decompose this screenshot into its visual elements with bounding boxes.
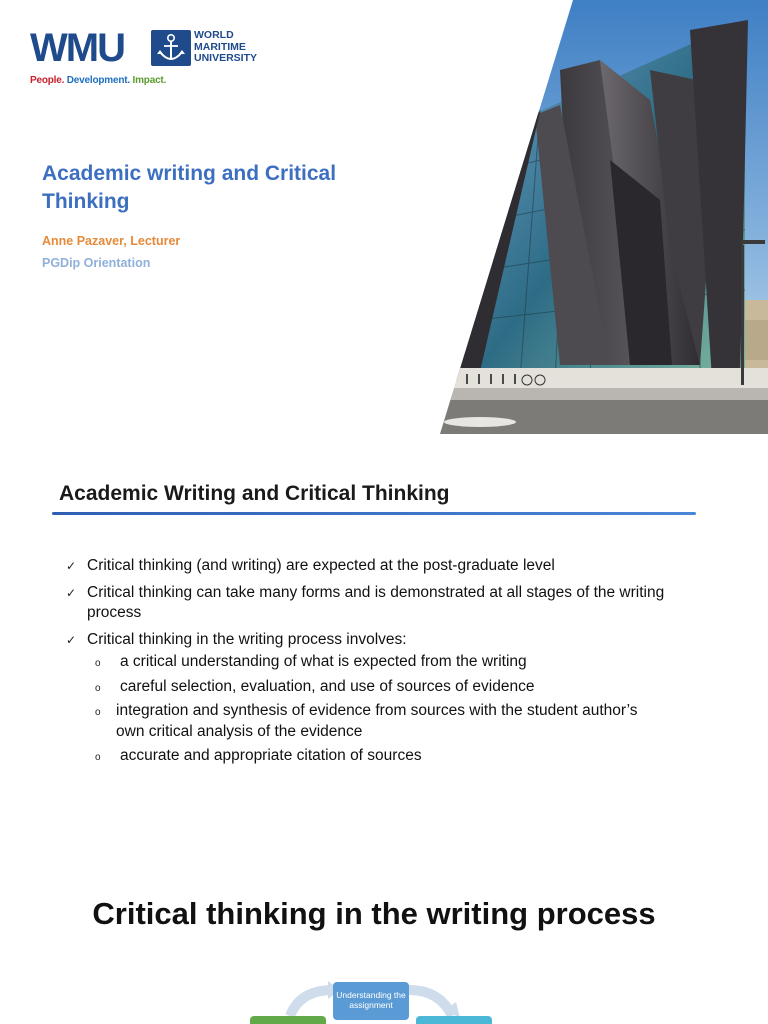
process-step-left-box bbox=[250, 1016, 326, 1024]
logo-word-world: WORLD bbox=[194, 29, 234, 41]
sub-bullet-text: a critical understanding of what is expected from the writing bbox=[120, 653, 527, 670]
content-slide bbox=[0, 468, 768, 828]
slide-heading: Academic Writing and Critical Thinking bbox=[59, 482, 450, 505]
sub-list-item bbox=[66, 677, 706, 698]
tagline-impact: Impact. bbox=[132, 75, 167, 86]
sub-list-item bbox=[66, 701, 706, 742]
title-slide bbox=[0, 0, 768, 434]
list-item bbox=[66, 630, 706, 651]
event-name: PGDip Orientation bbox=[42, 256, 151, 270]
tagline-people: People. bbox=[30, 75, 65, 86]
understanding-assignment-box: Understanding the assignment bbox=[333, 982, 409, 1020]
process-step-right-box bbox=[416, 1016, 492, 1024]
logo-mark: WMU bbox=[30, 26, 124, 70]
list-item bbox=[66, 556, 706, 577]
sub-bullet-text: integration and synthesis of evidence from sources with the student author’s own critical analysis of the evidence bbox=[116, 702, 638, 740]
checkmark-icon: ✓ bbox=[66, 585, 77, 600]
checkmark-icon: ✓ bbox=[66, 632, 77, 647]
circle-bullet-icon: o bbox=[95, 658, 101, 669]
bullet-text: Critical thinking (and writing) are expected at the post-graduate level bbox=[87, 557, 555, 574]
bullet-text: Critical thinking in the writing process involves: bbox=[87, 630, 407, 648]
sub-list-item bbox=[66, 746, 706, 767]
anchor-emblem-icon bbox=[151, 30, 191, 66]
bullet-list bbox=[66, 556, 706, 771]
sub-list-item bbox=[66, 652, 706, 673]
circle-bullet-icon: o bbox=[95, 682, 101, 694]
logo-wordmark bbox=[194, 30, 257, 65]
list-item bbox=[66, 583, 706, 624]
logo-word-maritime: MARITIME bbox=[194, 40, 246, 53]
process-cycle-diagram bbox=[240, 976, 540, 1024]
presenter-name: Anne Pazaver, Lecturer bbox=[42, 234, 181, 248]
circle-bullet-icon: o bbox=[95, 752, 101, 763]
tagline-development: Development. bbox=[66, 75, 130, 86]
presentation-title: Academic writing and Critical Thinking bbox=[42, 162, 337, 213]
logo-tagline bbox=[30, 75, 166, 86]
circle-bullet-icon: o bbox=[95, 707, 101, 718]
wmu-logo bbox=[30, 26, 258, 70]
slide-heading: Critical thinking in the writing process bbox=[92, 896, 656, 931]
checkmark-icon: ✓ bbox=[66, 559, 77, 573]
sub-bullet-text: accurate and appropriate citation of sources bbox=[120, 747, 422, 764]
logo-word-university: UNIVERSITY bbox=[194, 52, 258, 64]
sub-bullet-text: careful selection, evaluation, and use of sources of evidence bbox=[120, 677, 535, 695]
bullet-text: Critical thinking can take many forms and is demonstrated at all stages of the writing process bbox=[87, 583, 665, 621]
heading-underline bbox=[52, 512, 696, 515]
process-slide bbox=[0, 868, 768, 1024]
